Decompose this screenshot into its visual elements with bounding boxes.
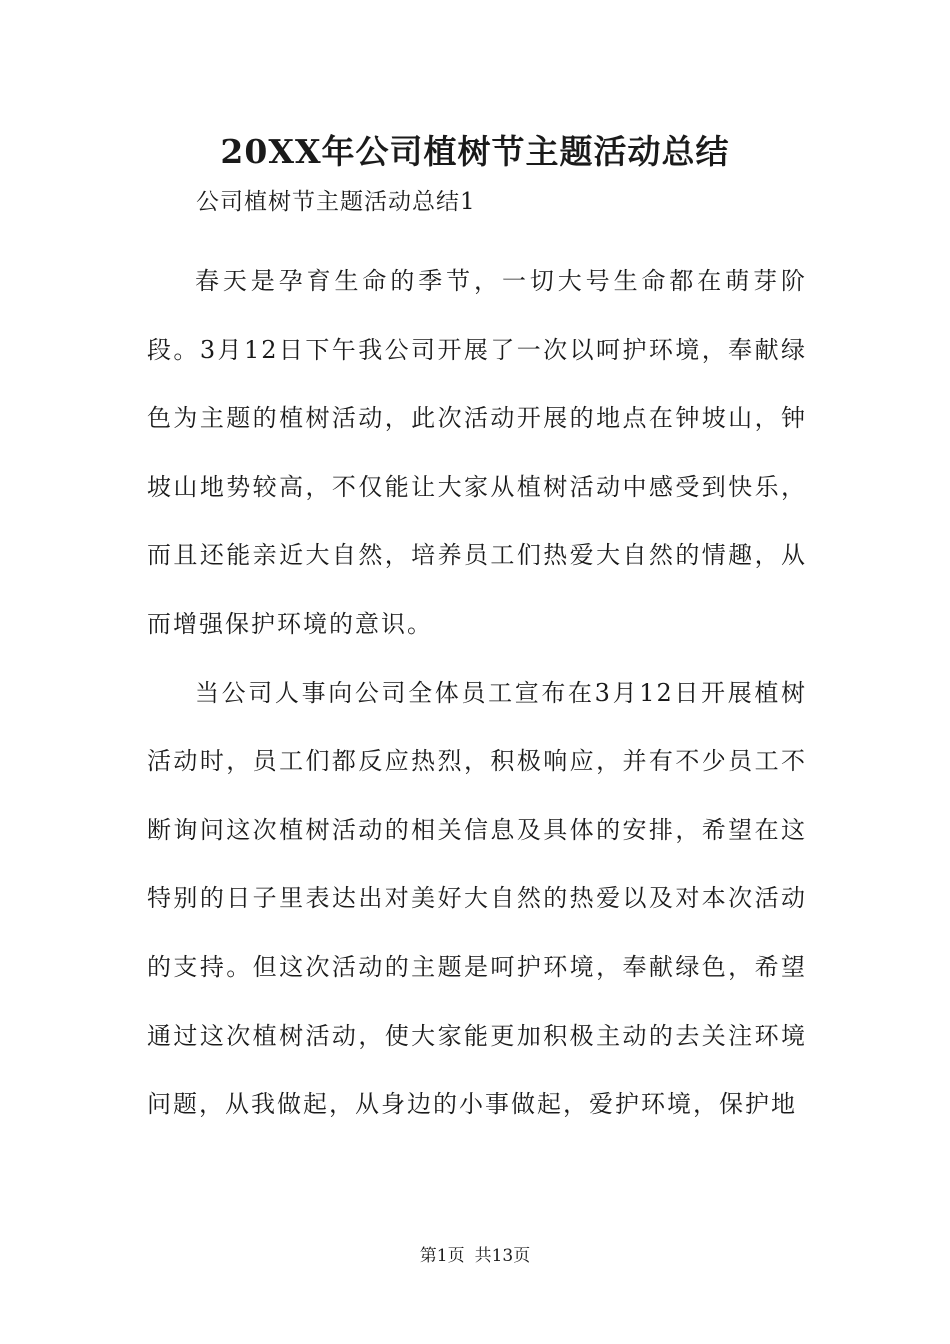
page-total: 共13页 <box>474 1246 531 1266</box>
document-body <box>147 247 807 1139</box>
page-number: 第1页 <box>419 1246 465 1266</box>
section-subtitle: 公司植树节主题活动总结1 <box>196 189 476 215</box>
paragraph-1: 春天是孕育生命的季节，一切大号生命都在萌芽阶段。3月12日下午我公司开展了一次以呵护环境，奉献绿色为主题的植树活动，此次活动开展的地点在钟坡山，钟坡山地势较高，不仅能让大家从植树活动中感受到快乐，而且还能亲近大自然，培养员工们热爱大自然的情趣，从而增强保护环境的意识。 <box>147 267 807 638</box>
document-title: 20XX年公司植树节主题活动总结 <box>220 132 730 171</box>
paragraph-2: 当公司人事向公司全体员工宣布在3月12日开展植树活动时，员工们都反应热烈，积极响应，并有不少员工不断询问这次植树活动的相关信息及具体的安排，希望在这特别的日子里表达出对美好大自然的热爱以及对本次活动的支持。但这次活动的主题是呵护环境，奉献绿色，希望通过这次植树活动，使大家能更加积极主动的去关注环境问题，从我做起，从身边的小事做起，爱护环境，保护地 <box>147 678 807 1119</box>
page-footer <box>0 1244 950 1268</box>
